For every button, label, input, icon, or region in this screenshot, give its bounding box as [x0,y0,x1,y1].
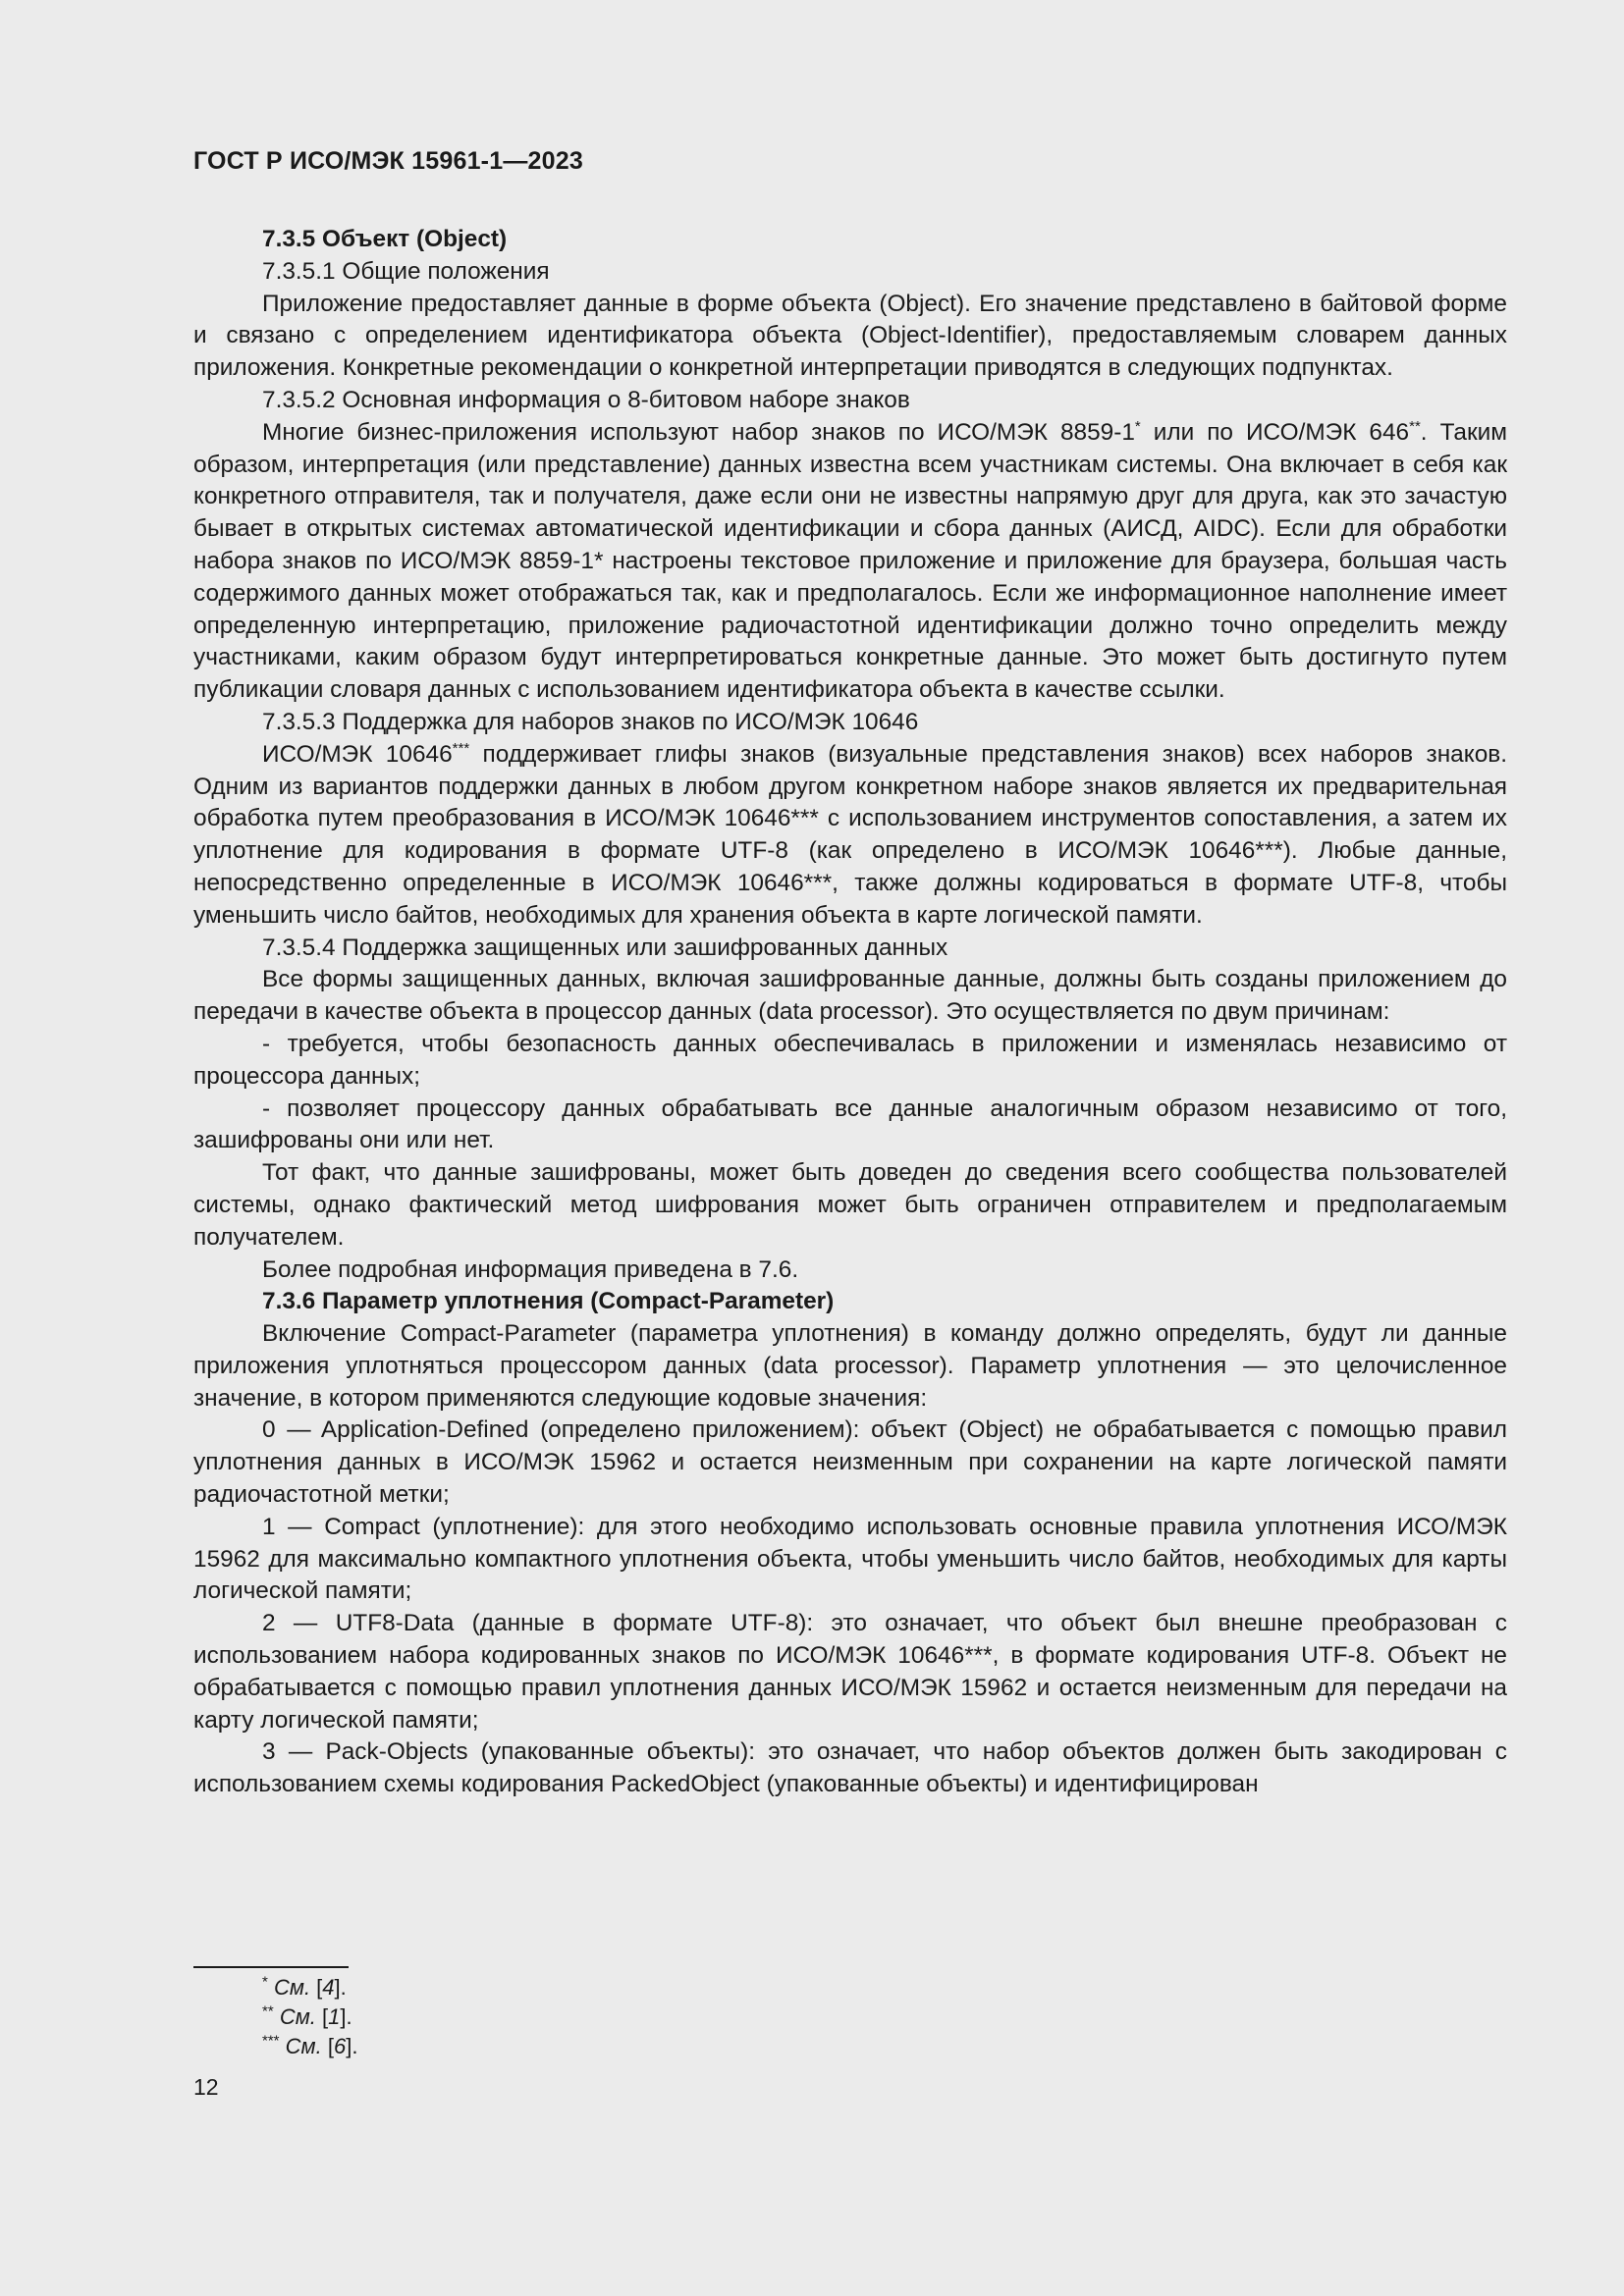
footnote-mark: *** [452,739,470,757]
section-heading: 7.3.5 Объект (Object) [262,226,508,252]
page-number: 12 [193,2074,219,2100]
code-value-item: 0 — Application-Defined (определено приложением): объект (Object) не обрабатывается с помощью правил уплотнения данных в ИСО/МЭК 15962 и остается неизменным при сохранении на карте логической памяти радиочастотной метки; [193,1416,1507,1509]
body-paragraph: Включение Compact-Parameter (параметра уплотнения) в команду должно определять, будут ли данные приложения уплотняться процессором данных (data processor). Параметр уплотнения — это целочисленное значение, в котором применяются следующие кодовые значения: [193,1320,1507,1412]
body-paragraph: Более подробная информация приведена в 7.6. [262,1255,799,1283]
body-paragraph [193,739,1507,933]
list-item: - позволяет процессору данных обрабатывать все данные аналогичным образом независимо от того, зашифрованы они или нет. [193,1095,1507,1154]
subsection-heading: 7.3.5.3 Поддержка для наборов знаков по ИСО/МЭК 10646 [262,708,919,735]
footnote-text: См. [279,2004,316,2029]
text-run: или по ИСО/МЭК 646 [1140,418,1410,446]
subsection-heading: 7.3.5.2 Основная информация о 8-битовом наборе знаков [262,386,910,413]
body-paragraph: Все формы защищенных данных, включая зашифрованные данные, должны быть созданы приложением до передачи в качестве объекта в процессор данных (data processor). Это осуществляется по двум причинам: [193,966,1507,1026]
footnotes [262,1973,357,2061]
footnote: *** См. [6]. [262,2032,358,2058]
subsection-heading: 7.3.5.1 Общие положения [262,257,550,285]
text-run: . Таким образом, интерпретация (или представление) данных известна всем участникам системы. Она включает в себя как конкретного отправителя, так и получателя, даже если они не известны напрямую друг для друга, как это зачастую бывает в открытых системах автоматической идентификации и сбора данных (АИСД, AIDC). Если для обработки набора знаков по ИСО/МЭК 8859-1* настроены текстовое приложение и приложение для браузера, большая часть содержимого данных может отображаться так, как и предполагалось. Если же информационное наполнение имеет определенную интерпретацию, приложение радиочастотной идентификации должно точно определить между участниками, каким образом будут интерпретироваться конкретные данные. Это может быть достигнуто путем публикации словаря данных с использованием идентификатора объекта в качестве ссылки. [193,418,1508,704]
list-item: - требуется, чтобы безопасность данных обеспечивалась в приложении и изменялась независимо от процессора данных; [193,1030,1507,1090]
document-body [193,224,1507,1801]
footnote-mark: * [1134,417,1141,435]
code-value-item: 2 — UTF8-Data (данные в формате UTF-8): это означает, что объект был внешне преобразован с использованием набора кодированных знаков по ИСО/МЭК 10646***, в формате кодирования UTF-8. Объект не обрабатывается с помощью правил уплотнения данных ИСО/МЭК 15962 и остается неизменным для передачи на карту логической памяти; [193,1610,1507,1734]
footnote-ref: 1 [328,2004,341,2029]
text-run: ИСО/МЭК 10646 [262,740,453,768]
footnote: ** См. [1]. [262,2002,352,2029]
footnote: * См. [4]. [262,1973,347,2000]
section-heading: 7.3.6 Параметр уплотнения (Compact-Parameter) [262,1288,835,1315]
subsection-heading: 7.3.5.4 Поддержка защищенных или зашифрованных данных [262,934,948,961]
footnote-ref: 6 [333,2034,347,2058]
code-value-item: 1 — Compact (уплотнение): для этого необходимо использовать основные правила уплотнения ИСО/МЭК 15962 для максимально компактного уплотнения объекта, чтобы уменьшить число байтов, необходимых для карты логической памяти; [193,1513,1507,1605]
footnote-divider [193,1966,349,1968]
footnote-mark: *** [262,2032,280,2050]
footnote-text: См. [273,1975,311,2000]
footnote-ref: 4 [322,1975,335,2000]
code-value-item: 3 — Pack-Objects (упакованные объекты): это означает, что набор объектов должен быть закодирован с использованием схемы кодирования PackedObject (упакованные объекты) и идентифицирован [193,1738,1507,1798]
footnote-text: См. [285,2034,322,2058]
body-paragraph: Приложение предоставляет данные в форме объекта (Object). Его значение представлено в байтовой форме и связано с определением идентификатора объекта (Object-Identifier), предоставляемым словарем данных приложения. Конкретные рекомендации о конкретной интерпретации приводятся в следующих подпунктах. [193,290,1507,382]
text-run: поддерживает глифы знаков (визуальные представления знаков) всех наборов знаков. Одним из вариантов поддержки данных в любом другом конкретном наборе знаков является их предварительная обработка путем преобразования в ИСО/МЭК 10646*** с использованием инструментов сопоставления, а затем их уплотнение для кодирования в формате UTF-8 (как определено в ИСО/МЭК 10646***). Любые данные, непосредственно определенные в ИСО/МЭК 10646***, также должны кодироваться в формате UTF-8, чтобы уменьшить число байтов, необходимых для хранения объекта в карте логической памяти. [193,740,1507,929]
footnote-mark: ** [1409,417,1421,435]
document-code-header: ГОСТ Р ИСО/МЭК 15961-1—2023 [193,147,583,175]
text-run: Многие бизнес-приложения используют набор знаков по ИСО/МЭК 8859-1 [262,418,1135,446]
body-paragraph: Тот факт, что данные зашифрованы, может быть доведен до сведения всего сообщества пользователей системы, однако фактический метод шифрования может быть ограничен отправителем и предполагаемым получателем. [193,1159,1507,1251]
body-paragraph [193,417,1507,707]
footnote-mark: * [262,1973,268,1991]
footnote-mark: ** [262,2002,274,2020]
